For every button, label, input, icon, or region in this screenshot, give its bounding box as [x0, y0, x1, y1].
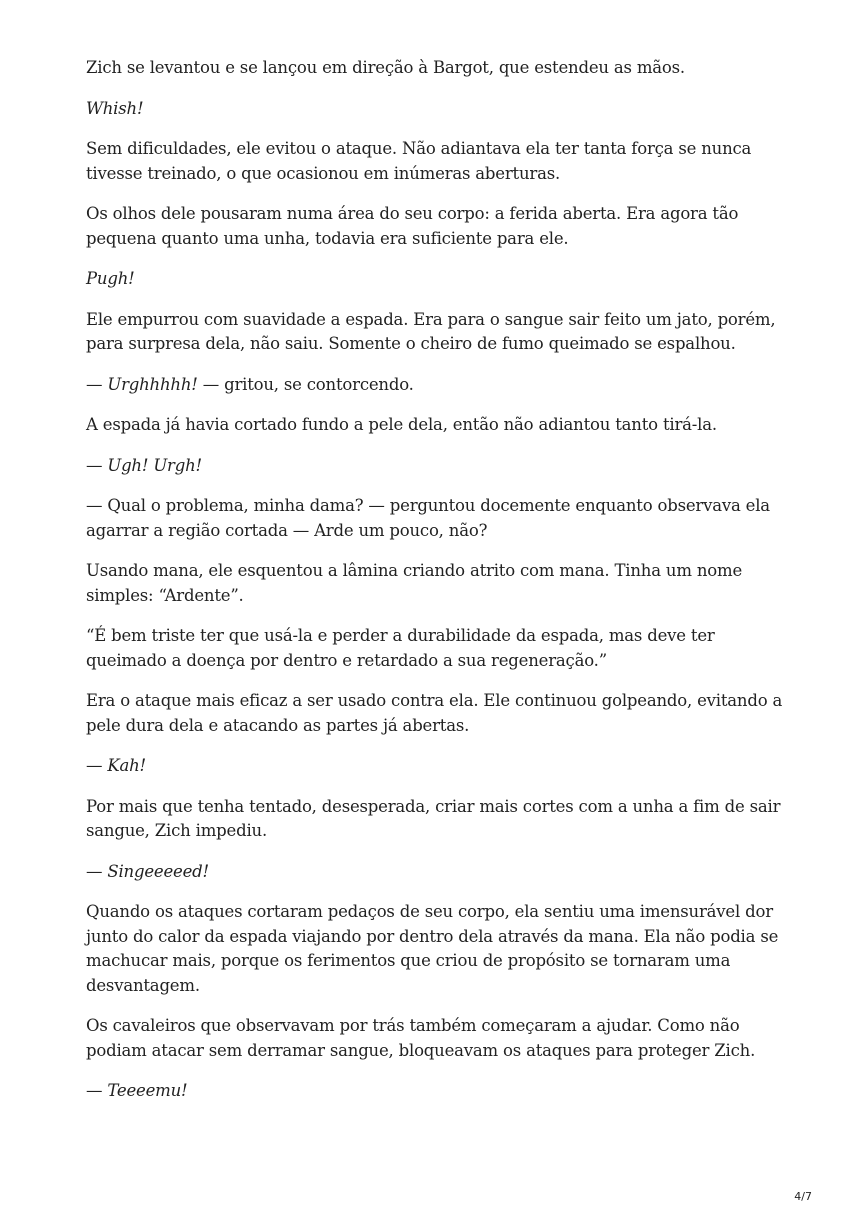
paragraph [86, 689, 786, 738]
text-run: — [86, 374, 108, 394]
text-run: Os olhos dele pousaram numa área do seu corpo: a ferida aberta. Era agora tão pequena quanto uma unha, todavia era suficiente para ele. [86, 204, 739, 248]
paragraph [86, 454, 786, 479]
text-run: — gritou, se contorcendo. [197, 374, 414, 394]
paragraph [86, 413, 786, 438]
paragraph [86, 1079, 786, 1104]
text-run: Os cavaleiros que observavam por trás também começaram a ajudar. Como não podiam atacar sem derramar sangue, bloqueavam os ataques para proteger Zich. [86, 1016, 756, 1060]
paragraph [86, 373, 786, 398]
paragraph [86, 1014, 786, 1063]
italic-text-run: Kah! [107, 756, 146, 775]
document-body [86, 56, 786, 1120]
italic-text-run: Pugh! [86, 269, 135, 288]
paragraph [86, 137, 786, 186]
text-run: — [86, 756, 108, 775]
text-run: Zich se levantou e se lançou em direção à Bargot, que estendeu as mãos. [86, 58, 685, 77]
paragraph [86, 624, 786, 673]
paragraph [86, 754, 786, 779]
text-run: A espada já havia cortado fundo a pele dela, então não adiantou tanto tirá-la. [86, 415, 717, 434]
italic-text-run: Teeeemu! [107, 1081, 188, 1100]
paragraph [86, 795, 786, 844]
text-run: Sem dificuldades, ele evitou o ataque. Não adiantava ela ter tanta força se nunca tivesse treinado, o que ocasionou em inúmeras aberturas. [86, 139, 752, 183]
text-run: — [86, 455, 108, 475]
italic-text-run: Urghhhhh! [107, 374, 198, 394]
page-number: 4/7 [794, 1190, 812, 1203]
paragraph [86, 900, 786, 998]
paragraph [86, 97, 786, 122]
paragraph [86, 860, 786, 885]
text-run: Por mais que tenha tentado, desesperada, criar mais cortes com a unha a fim de sair sangue, Zich impediu. [86, 796, 781, 840]
text-run: Usando mana, ele esquentou a lâmina criando atrito com mana. Tinha um nome simples: “Ardente”. [86, 561, 743, 605]
text-run: — [86, 861, 108, 881]
paragraph [86, 267, 786, 292]
paragraph [86, 308, 786, 357]
text-run: Quando os ataques cortaram pedaços de seu corpo, ela sentiu uma imensurável dor junto do calor da espada viajando por dentro dela através da mana. Ela não podia se machucar mais, porque os ferimentos que criou de propósito se tornaram uma desvantagem. [86, 902, 779, 995]
text-run: — [86, 1081, 108, 1100]
text-run: “É bem triste ter que usá-la e perder a durabilidade da espada, mas deve ter queimado a doença por dentro e retardado a sua regeneração.” [86, 626, 715, 670]
italic-text-run: Whish! [86, 98, 144, 118]
text-run: Era o ataque mais eficaz a ser usado contra ela. Ele continuou golpeando, evitando a pele dura dela e atacando as partes já abertas. [86, 691, 783, 735]
italic-text-run: Ugh! Urgh! [107, 455, 202, 475]
text-run: — Qual o problema, minha dama? — perguntou docemente enquanto observava ela agarrar a região cortada — Arde um pouco, não? [86, 496, 770, 540]
text-run: Ele empurrou com suavidade a espada. Era para o sangue sair feito um jato, porém, para surpresa dela, não saiu. Somente o cheiro de fumo queimado se espalhou. [86, 309, 776, 353]
paragraph [86, 494, 786, 543]
italic-text-run: Singeeeeed! [107, 861, 209, 881]
paragraph [86, 202, 786, 251]
paragraph [86, 56, 786, 81]
paragraph [86, 559, 786, 608]
